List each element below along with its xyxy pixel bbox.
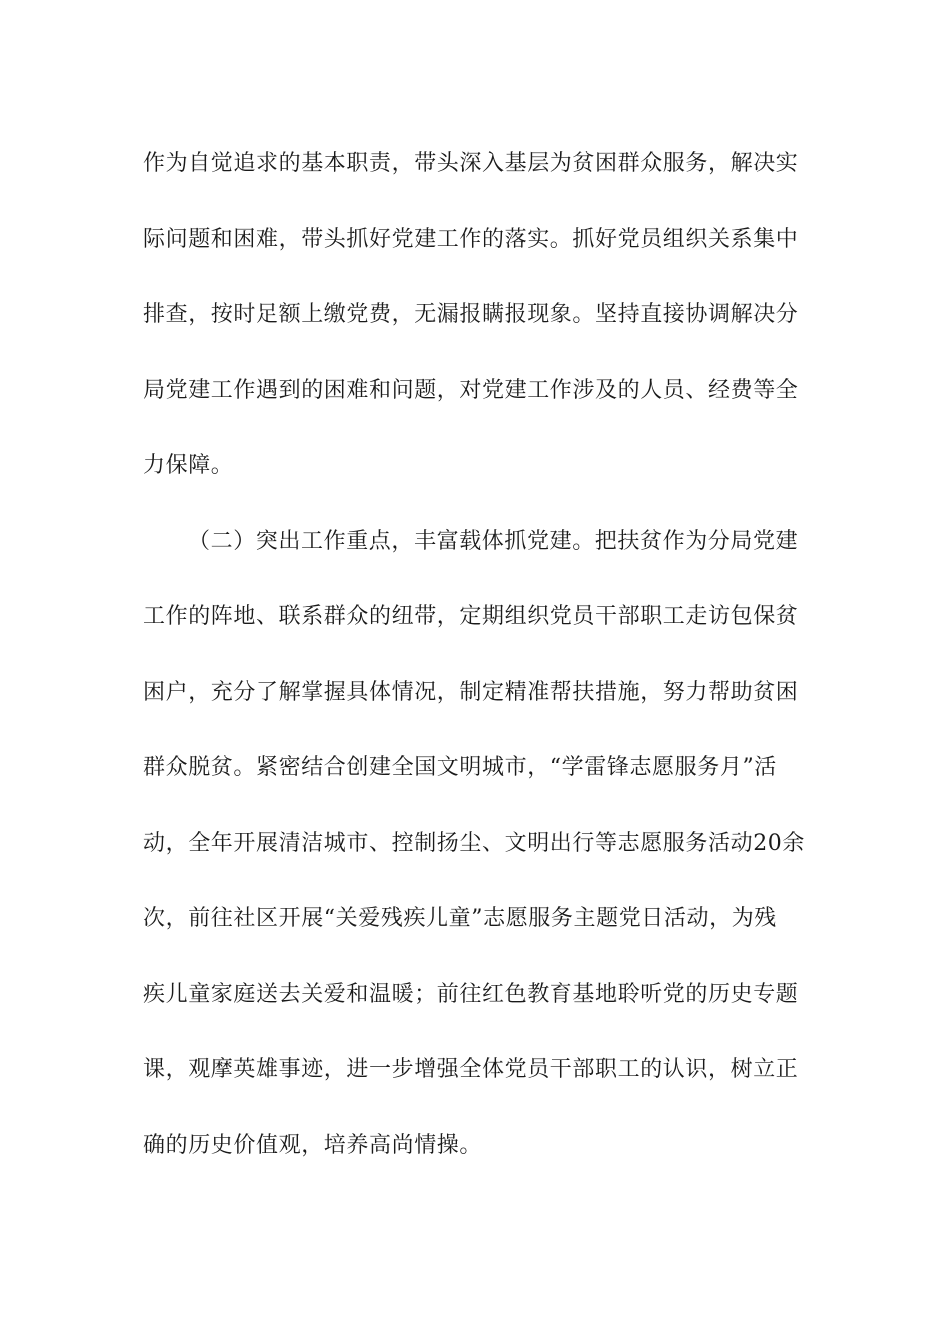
text-line: 排查，按时足额上缴党费，无漏报瞒报现象。坚持直接协调解决分 bbox=[143, 302, 799, 327]
text-line: 际问题和困难，带头抓好党建工作的落实。抓好党员组织关系集中 bbox=[143, 226, 799, 252]
text-line: 局党建工作遇到的困难和问题，对党建工作涉及的人员、经费等全 bbox=[143, 377, 799, 403]
text-line: 课，观摩英雄事迹，进一步增强全体党员干部职工的认识，树立正 bbox=[143, 1057, 799, 1082]
document-body bbox=[143, 126, 813, 1183]
text-line: 工作的阵地、联系群众的纽带，定期组织党员干部职工走访包保贫 bbox=[143, 604, 799, 629]
text-line: 困户，充分了解掌握具体情况，制定精准帮扶措施，努力帮助贫困 bbox=[143, 679, 799, 705]
text-line: 次，前往社区开展“关爱残疾儿童”志愿服务主题党日活动，为残 bbox=[143, 906, 777, 931]
section-heading-line: （二）突出工作重点，丰富载体抓党建。把扶贫作为分局党建 bbox=[188, 528, 799, 554]
text-line: 确的历史价值观，培养高尚情操。 bbox=[143, 1132, 483, 1158]
text-line: 力保障。 bbox=[143, 453, 234, 478]
text-line: 作为自觉追求的基本职责，带头深入基层为贫困群众服务，解决实 bbox=[143, 151, 799, 176]
text-line: 群众脱贫。紧密结合创建全国文明城市，“学雷锋志愿服务月”活 bbox=[143, 755, 777, 780]
text-line: 疾儿童家庭送去关爱和温暖；前往红色教育基地聆听党的历史专题 bbox=[143, 981, 799, 1007]
text-line: 动，全年开展清洁城市、控制扬尘、文明出行等志愿服务活动20余 bbox=[143, 830, 805, 856]
